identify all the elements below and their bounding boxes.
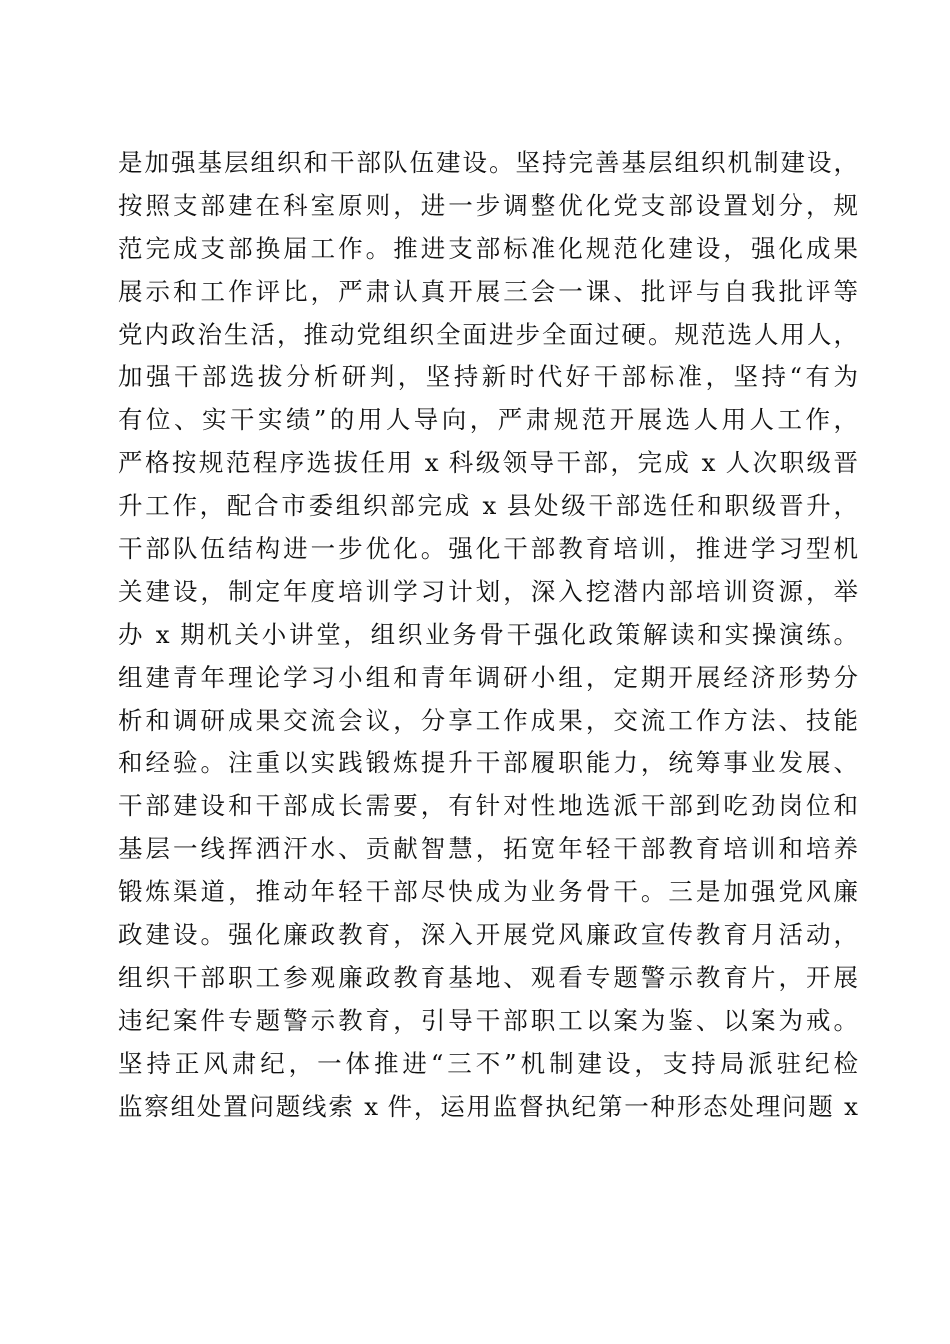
text-line: 组建青年理论学习小组和青年调研小组，定期开展经济形势分 bbox=[118, 662, 858, 692]
text-line: 范完成支部换届工作。推进支部标准化规范化建设，强化成果 bbox=[118, 233, 858, 263]
text-line: 加强干部选拔分析研判，坚持新时代好干部标准，坚持“有为 bbox=[118, 362, 858, 392]
text-line: 办 x 期机关小讲堂，组织业务骨干强化政策解读和实操演练。 bbox=[118, 619, 858, 649]
text-line: 党内政治生活，推动党组织全面进步全面过硬。规范选人用人， bbox=[118, 319, 858, 349]
text-line: 严格按规范程序选拔任用 x 科级领导干部，完成 x 人次职级晋 bbox=[118, 448, 858, 478]
text-line: 组织干部职工参观廉政教育基地、观看专题警示教育片，开展 bbox=[118, 962, 858, 992]
text-line: 干部建设和干部成长需要，有针对性地选派干部到吃劲岗位和 bbox=[118, 791, 858, 821]
text-line: 基层一线挥洒汗水、贡献智慧，拓宽年轻干部教育培训和培养 bbox=[118, 834, 858, 864]
text-line: 展示和工作评比，严肃认真开展三会一课、批评与自我批评等 bbox=[118, 276, 858, 306]
text-line: 违纪案件专题警示教育，引导干部职工以案为鉴、以案为戒。 bbox=[118, 1005, 858, 1035]
text-line: 锻炼渠道，推动年轻干部尽快成为业务骨干。三是加强党风廉 bbox=[118, 877, 858, 907]
text-line: 析和调研成果交流会议，分享工作成果，交流工作方法、技能 bbox=[118, 705, 858, 735]
text-line: 是加强基层组织和干部队伍建设。坚持完善基层组织机制建设， bbox=[118, 148, 858, 177]
text-line: 关建设，制定年度培训学习计划，深入挖潜内部培训资源，举 bbox=[118, 576, 858, 606]
text-line: 和经验。注重以实践锻炼提升干部履职能力，统筹事业发展、 bbox=[118, 748, 858, 778]
text-line: 按照支部建在科室原则，进一步调整优化党支部设置划分，规 bbox=[118, 190, 858, 220]
text-line: 政建设。强化廉政教育，深入开展党风廉政宣传教育月活动， bbox=[118, 920, 858, 950]
text-line: 坚持正风肃纪，一体推进“三不”机制建设，支持局派驻纪检 bbox=[118, 1048, 858, 1078]
text-line: 干部队伍结构进一步优化。强化干部教育培训，推进学习型机 bbox=[118, 534, 858, 564]
text-line: 有位、实干实绩”的用人导向，严肃规范开展选人用人工作， bbox=[118, 405, 858, 435]
text-line: 升工作，配合市委组织部完成 x 县处级干部选任和职级晋升， bbox=[118, 491, 858, 521]
body-text bbox=[118, 142, 858, 1128]
text-line: 监察组处置问题线索 x 件，运用监督执纪第一种形态处理问题 x bbox=[118, 1091, 858, 1121]
